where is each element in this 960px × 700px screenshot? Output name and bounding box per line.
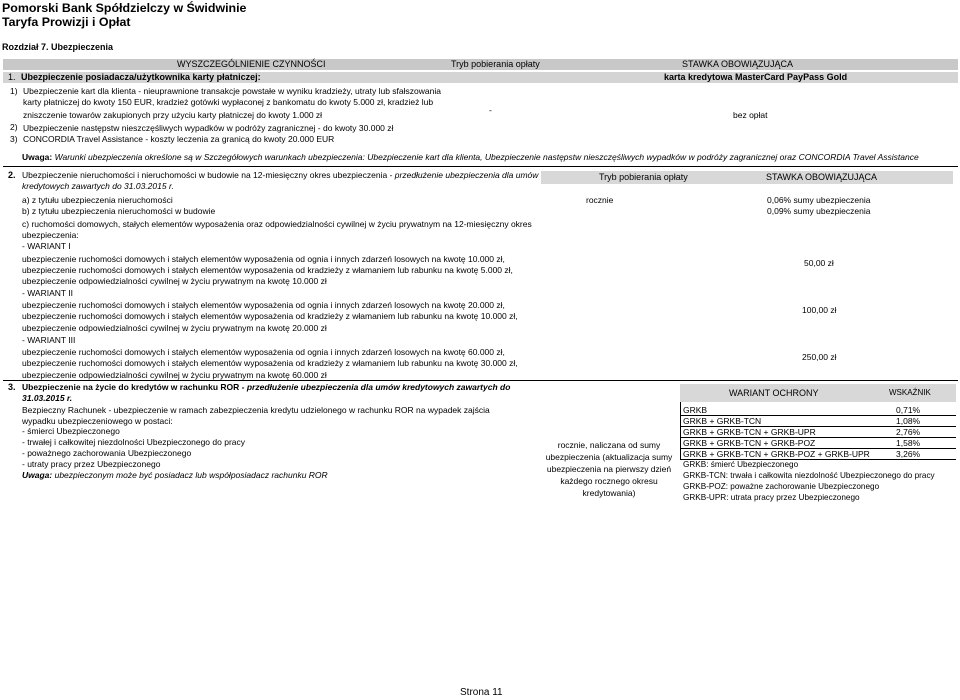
s1-item3-line1: CONCORDIA Travel Assistance - koszty leczenia za granicą do kwoty 20.000 EUR <box>23 134 335 144</box>
s3-mode-line2: ubezpieczenia (aktualizacja sumy <box>545 452 673 462</box>
page-number: Strona 11 <box>460 687 503 698</box>
s3-body-line5: - poważnego zachorowania Ubezpieczonego <box>22 448 192 458</box>
s1-note-label: Uwaga: <box>22 152 53 162</box>
s2-c-line1: c) ruchomości domowych, stałych elementów wyposażenia oraz odpowiedzialności cywilnej w życiu prywatnym na 12-miesięczny okres <box>22 219 532 229</box>
s1-mode: - <box>489 105 492 115</box>
s3-mode-line1: rocznie, naliczana od sumy <box>557 440 661 450</box>
s3-body-line3: - śmierci Ubezpieczonego <box>22 426 120 436</box>
s3-variant3-rate: 2,76% <box>896 427 921 437</box>
s3-note <box>22 470 328 480</box>
s1-rate: bez opłat <box>733 110 768 120</box>
s3-note-label: Uwaga: <box>22 470 53 480</box>
s2-intro-line2: kredytowych zawartych do 31.03.2015 r. <box>22 181 174 191</box>
s2-intro-italic: przedłużenie ubezpieczenia dla umów <box>394 170 539 180</box>
s3-body-line1: Bezpieczny Rachunek - ubezpieczenie w ramach zabezpieczenia kredytu udzielonego w rachunku ROR na wypadek zajścia <box>22 405 490 415</box>
s3-legend-line4: GRKB-UPR: utrata pracy przez Ubezpieczonego <box>683 493 860 502</box>
s3-legend-line1: GRKB: śmierć Ubezpieczonego <box>683 460 799 469</box>
s3-variant1-name: GRKB <box>683 405 708 415</box>
s2-variant3-line2: ubezpieczenie ruchomości domowych i stałych elementów wyposażenia od kradzieży z włamaniem lub rabunku na kwotę 30.000 zł, <box>22 358 518 368</box>
s2-variant2-line3: ubezpieczenie odpowiedzialności cywilnej w życiu prywatnym na kwotę 20.000 zł <box>22 323 327 333</box>
section1-num: 1. <box>8 72 16 82</box>
s2-variant1-line2: ubezpieczenie ruchomości domowych i stałych elementów wyposażenia od kradzieży z włamaniem lub rabunku na kwotę 5.000 zł, <box>22 265 513 275</box>
s3-variant1-rate: 0,71% <box>896 405 921 415</box>
s3-variant3-name: GRKB + GRKB-TCN + GRKB-UPR <box>683 427 816 437</box>
s2-variant1-fee: 50,00 zł <box>804 258 834 268</box>
section2-top-rule <box>3 166 958 167</box>
col-rate-header: STAWKA OBOWIĄZUJĄCA <box>682 59 794 69</box>
tariff-title: Taryfa Prowizji i Opłat <box>2 15 131 29</box>
section3-top-rule <box>3 380 958 381</box>
s2-rate-header: STAWKA OBOWIĄZUJĄCA <box>766 172 878 182</box>
s2-mode: rocznie <box>586 195 614 205</box>
s2-variant3-line1: ubezpieczenie ruchomości domowych i stałych elementów wyposażenia od ognia i innych zdarzeń losowych na kwotę 60.000 zł, <box>22 347 505 357</box>
s3-mode-line5: kredytowania) <box>582 488 636 498</box>
s2-variant2-line2: ubezpieczenie ruchomości domowych i stałych elementów wyposażenia od kradzieży z włamaniem lub rabunku na kwotę 10.000 zł, <box>22 311 518 321</box>
s1-item3-num: 3) <box>10 134 18 144</box>
s2-intro-line1 <box>22 170 538 180</box>
s3-body-line4: - trwałej i całkowitej niezdolności Ubezpieczonego do pracy <box>22 437 246 447</box>
s3-mode-line4: każdego rocznego okresu <box>560 476 658 486</box>
bank-name: Pomorski Bank Spółdzielczy w Świdwinie <box>2 1 247 15</box>
s3-title-bold: Ubezpieczenie na życie do kredytów w rachunku ROR - <box>22 382 247 392</box>
s2-variant1-label: - WARIANT I <box>22 241 71 251</box>
s3-variant5-name: GRKB + GRKB-TCN + GRKB-POZ + GRKB-UPR <box>683 449 870 459</box>
s1-note-text: Warunki ubezpieczenia określone są w Szczegółowych warunkach ubezpieczenia: Ubezpieczenie kart dla klienta, Ubezpieczenie następstw nieszczęśliwych wypadków w podróży zagranicznej oraz CONCORDIA Travel Assistance <box>54 152 919 162</box>
s2-variant3-label: - WARIANT III <box>22 335 76 345</box>
s1-item1-line2: karty płatniczej do kwoty 150 EUR, kradzież gotówki wypłaconej z bankomatu do kwoty 5.000 zł, kradzież lub <box>23 97 434 107</box>
s2-c-line2: ubezpieczenia: <box>22 230 79 240</box>
s3-table-left-border <box>680 402 681 460</box>
s1-item1-line3: zniszczenie towarów zakupionych przy użyciu karty płatniczej do kwoty 1.000 zł <box>23 110 323 120</box>
s2-variant1-line1: ubezpieczenie ruchomości domowych i stałych elementów wyposażenia od ognia i innych zdarzeń losowych na kwotę 10.000 zł, <box>22 254 505 264</box>
s2-a: a) z tytułu ubezpieczenia nieruchomości <box>22 195 173 205</box>
s3-variant5-rate: 3,26% <box>896 449 921 459</box>
section3-num: 3. <box>8 382 16 392</box>
col-mode-header: Tryb pobierania opłaty <box>451 59 540 69</box>
s1-note <box>22 152 919 162</box>
s2-variant3-fee: 250,00 zł <box>802 352 837 362</box>
s2-rate-b: 0,09% sumy ubezpieczenia <box>767 206 871 216</box>
s2-variant2-label: - WARIANT II <box>22 288 73 298</box>
s2-variant1-line3: ubezpieczenie odpowiedzialności cywilnej w życiu prywatnym na kwotę 10.000 zł <box>22 276 327 286</box>
s2-variant3-line3: ubezpieczenie odpowiedzialności cywilnej w życiu prywatnym na kwotę 60.000 zł <box>22 370 327 380</box>
s3-variant2-name: GRKB + GRKB-TCN <box>683 416 762 426</box>
s3-title-line2: 31.03.2015 r. <box>22 393 73 403</box>
s2-rate-a: 0,06% sumy ubezpieczenia <box>767 195 871 205</box>
s3-title-bold-italic: przedłużenie ubezpieczenia dla umów kredytowych zawartych do <box>246 382 511 392</box>
s2-variant2-line1: ubezpieczenie ruchomości domowych i stałych elementów wyposażenia od ognia i innych zdarzeń losowych na kwotę 20.000 zł, <box>22 300 505 310</box>
s2-intro-plain: Ubezpieczenie nieruchomości i nieruchomości w budowie na 12-miesięczny okres ubezpieczenia - <box>22 170 395 180</box>
section2-num: 2. <box>8 170 16 180</box>
s3-legend-line3: GRKB-POZ: poważne zachorowanie Ubezpieczonego <box>683 482 880 491</box>
s3-body-line2: wypadku ubezpieczeniowego w postaci: <box>22 416 173 426</box>
s3-note-text: ubezpieczonym może być posiadacz lub współposiadacz rachunku ROR <box>52 470 328 480</box>
s1-item2-line1: Ubezpieczenie następstw nieszczęśliwych wypadków w podróży zagranicznej - do kwoty 30.000 zł <box>23 123 394 133</box>
s3-legend-line2: GRKB-TCN: trwała i całkowita niezdolność Ubezpieczonego do pracy <box>683 471 935 480</box>
s2-variant2-fee: 100,00 zł <box>802 305 837 315</box>
s3-variant2-rate: 1,08% <box>896 416 921 426</box>
s2-mode-header: Tryb pobierania opłaty <box>599 172 688 182</box>
s3-variant-header: WARIANT OCHRONY <box>729 388 819 398</box>
s1-item1-line1: Ubezpieczenie kart dla klienta - nieuprawnione transakcje powstałe w wyniku kradzieży, utraty lub sfałszowania <box>23 86 441 96</box>
s3-title-line1 <box>22 382 510 392</box>
s3-variant4-name: GRKB + GRKB-TCN + GRKB-POZ <box>683 438 816 448</box>
s1-item2-num: 2) <box>10 122 18 132</box>
section1-card-type: karta kredytowa MasterCard PayPass Gold <box>664 72 848 82</box>
s3-variant4-rate: 1,58% <box>896 438 921 448</box>
section1-title: Ubezpieczenie posiadacza/użytkownika karty płatniczej: <box>21 72 261 82</box>
s3-mode-line3: ubezpieczenia na pierwszy dzień <box>546 464 672 474</box>
col-specific-header: WYSZCZEGÓLNIENIE CZYNNOŚCI <box>177 59 326 69</box>
s3-body-line6: - utraty pracy przez Ubezpieczonego <box>22 459 161 469</box>
s2-b: b) z tytułu ubezpieczenia nieruchomości w budowie <box>22 206 216 216</box>
chapter-title: Rozdział 7. Ubezpieczenia <box>2 42 114 52</box>
s3-rate-header: WSKAŹNIK <box>889 388 931 397</box>
s1-item1-num: 1) <box>10 86 18 96</box>
